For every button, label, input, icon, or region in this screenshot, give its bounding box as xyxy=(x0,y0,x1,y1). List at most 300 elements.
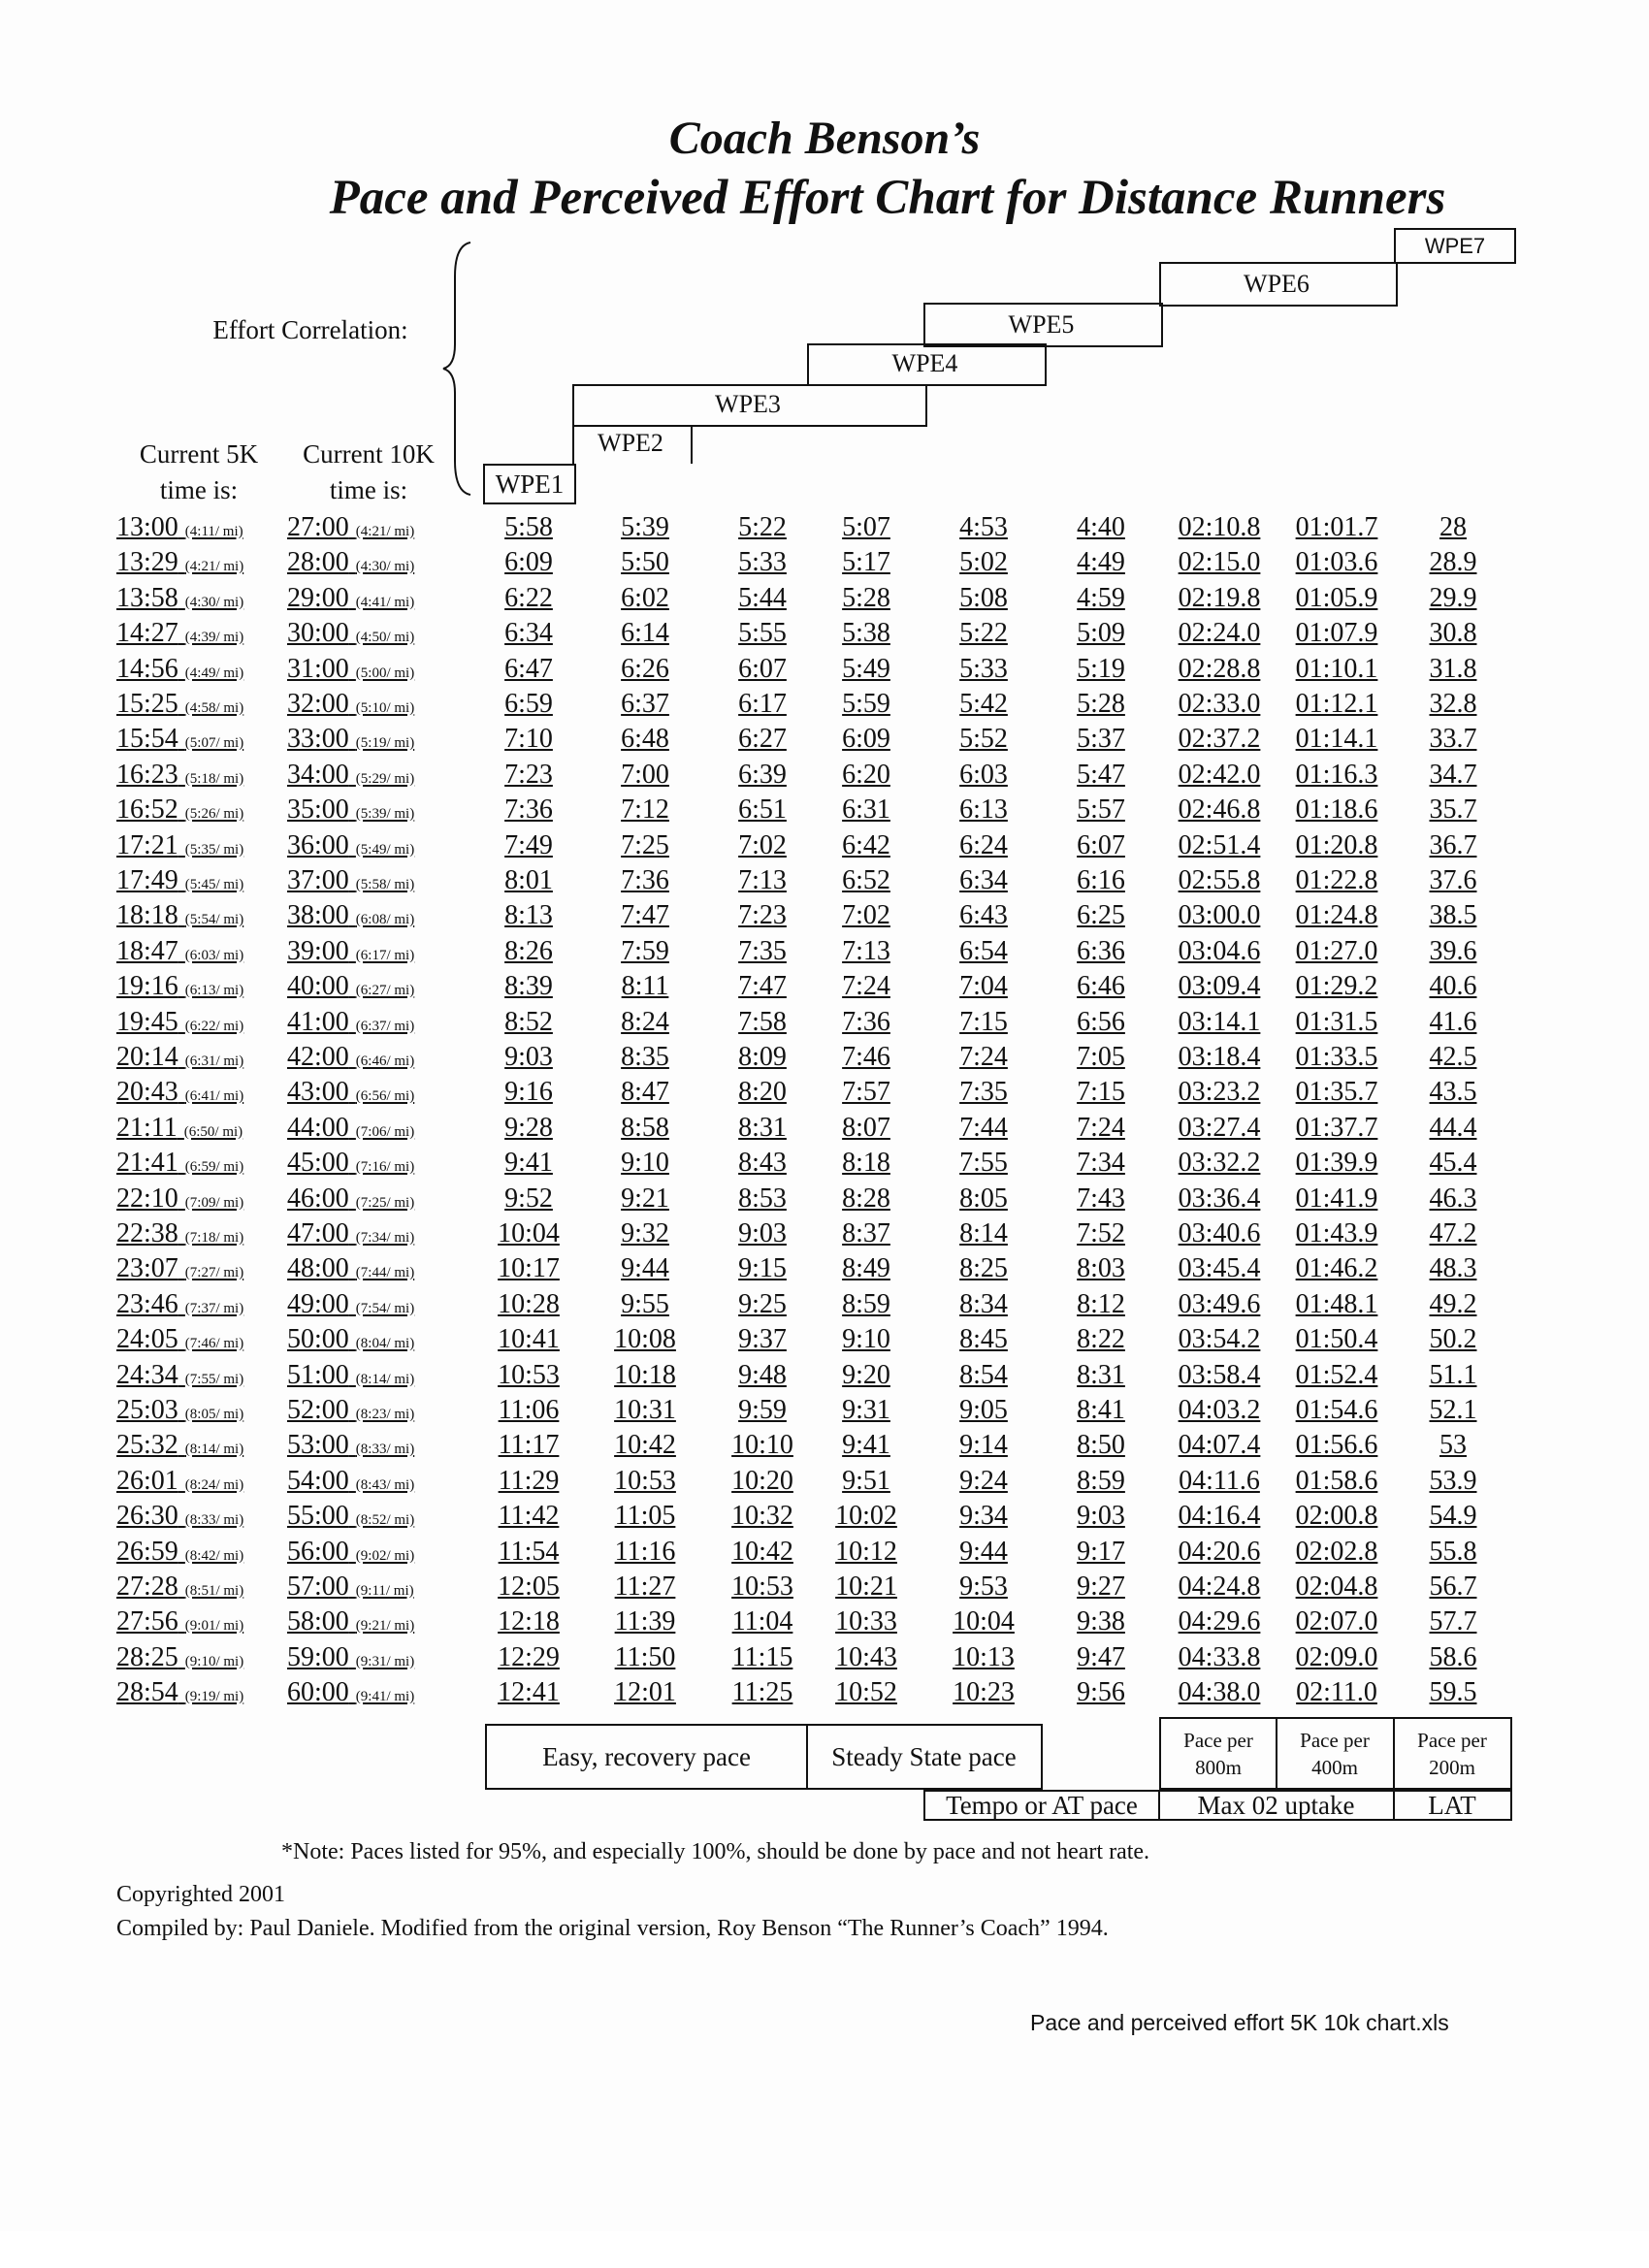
wpe1-pace-cell: 11:29 xyxy=(498,1465,560,1496)
wpe4-pace-cell: 8:28 xyxy=(842,1183,890,1214)
wpe3-pace-cell: 5:55 xyxy=(738,618,787,649)
wpe4-pace-cell: 10:12 xyxy=(835,1536,897,1567)
wpe4-pace-cell: 9:20 xyxy=(842,1359,890,1390)
pace-200m-cell: 55.8 xyxy=(1429,1536,1477,1567)
wpe4-pace-cell: 7:57 xyxy=(842,1077,890,1108)
time-5k-cell xyxy=(116,1499,243,1538)
time-5k-cell xyxy=(116,793,243,831)
wpe6-pace-cell: 4:40 xyxy=(1077,512,1125,542)
wpe1-pace-cell: 7:23 xyxy=(504,759,553,790)
legend-pace-200m-line1: Pace per xyxy=(1417,1728,1487,1752)
time-5k-value: 15:25 xyxy=(116,689,178,719)
pace-5k-per-mile: (7:27/ mi) xyxy=(184,1265,244,1281)
wpe4-pace-cell: 5:49 xyxy=(842,653,890,684)
time-10k-cell xyxy=(287,1146,414,1184)
time-10k-cell xyxy=(287,1570,414,1608)
pace-10k-per-mile: (7:54/ mi) xyxy=(355,1300,415,1316)
pace-400m-cell: 01:41.9 xyxy=(1295,1183,1378,1214)
wpe4-pace-cell: 6:31 xyxy=(842,794,890,826)
wpe5-pace-cell: 7:15 xyxy=(959,1006,1008,1037)
pace-5k-per-mile: (4:11/ mi) xyxy=(184,524,243,539)
wpe6-pace-cell: 9:27 xyxy=(1077,1571,1125,1602)
time-5k-value: 26:59 xyxy=(116,1536,178,1567)
wpe1-pace-cell: 12:05 xyxy=(498,1571,560,1602)
wpe2-pace-cell: 6:02 xyxy=(621,582,669,613)
pace-5k-per-mile: (4:39/ mi) xyxy=(184,630,244,646)
pace-400m-cell: 01:31.5 xyxy=(1295,1006,1378,1037)
time-10k-value: 49:00 xyxy=(287,1288,349,1319)
pace-10k-per-mile: (4:21/ mi) xyxy=(355,524,415,539)
pace-800m-cell: 02:10.8 xyxy=(1178,512,1261,542)
pace-800m-cell: 04:11.6 xyxy=(1179,1465,1260,1496)
time-10k-cell xyxy=(287,1111,414,1150)
wpe2-pace-cell: 6:14 xyxy=(621,618,669,649)
copyright-text: Copyrighted 2001 xyxy=(116,1882,285,1907)
pace-10k-per-mile: (6:56/ mi) xyxy=(355,1088,415,1105)
pace-10k-per-mile: (5:00/ mi) xyxy=(355,664,415,681)
wpe4-pace-cell: 7:24 xyxy=(842,971,890,1002)
time-5k-value: 19:45 xyxy=(116,1006,178,1037)
time-5k-cell xyxy=(116,1428,243,1467)
pace-5k-per-mile: (8:14/ mi) xyxy=(184,1442,244,1458)
pace-800m-cell: 04:38.0 xyxy=(1178,1677,1261,1708)
pace-400m-cell: 02:09.0 xyxy=(1295,1641,1378,1672)
wpe5-pace-cell: 6:24 xyxy=(959,829,1008,860)
wpe1-pace-cell: 7:49 xyxy=(504,829,553,860)
wpe6-pace-cell: 8:31 xyxy=(1077,1359,1125,1390)
pace-400m-cell: 01:50.4 xyxy=(1295,1324,1378,1355)
pace-10k-per-mile: (8:43/ mi) xyxy=(355,1476,415,1493)
pace-200m-cell: 51.1 xyxy=(1429,1359,1477,1390)
wpe3-pace-cell: 8:53 xyxy=(738,1183,787,1214)
wpe5-pace-cell: 7:04 xyxy=(959,971,1008,1002)
wpe4-pace-cell: 10:02 xyxy=(835,1501,897,1532)
time-5k-cell xyxy=(116,1040,243,1079)
pace-200m-cell: 33.7 xyxy=(1429,724,1477,755)
table-row xyxy=(0,722,1649,757)
pace-10k-per-mile: (5:10/ mi) xyxy=(355,700,415,716)
wpe3-pace-cell: 6:17 xyxy=(738,689,787,719)
pace-200m-cell: 28.9 xyxy=(1429,547,1477,578)
pace-200m-cell: 47.2 xyxy=(1429,1218,1477,1248)
wpe1-pace-cell: 12:41 xyxy=(498,1677,560,1708)
wpe1-pace-cell: 8:26 xyxy=(504,935,553,966)
pace-5k-per-mile: (8:33/ mi) xyxy=(184,1512,244,1529)
wpe2-pace-cell: 6:37 xyxy=(621,689,669,719)
time-5k-cell xyxy=(116,1251,243,1290)
wpe4-pace-cell: 9:51 xyxy=(842,1465,890,1496)
pace-800m-cell: 02:19.8 xyxy=(1178,582,1261,613)
time-5k-value: 14:27 xyxy=(116,618,178,649)
time-5k-cell xyxy=(116,1322,243,1361)
pace-400m-cell: 01:43.9 xyxy=(1295,1218,1378,1248)
time-10k-value: 58:00 xyxy=(287,1606,349,1637)
wpe5-pace-cell: 5:02 xyxy=(959,547,1008,578)
pace-10k-per-mile: (7:34/ mi) xyxy=(355,1230,415,1246)
wpe2-pace-cell: 7:25 xyxy=(621,829,669,860)
wpe1-pace-cell: 9:41 xyxy=(504,1148,553,1179)
wpe4-pace-cell: 10:33 xyxy=(835,1606,897,1637)
wpe1-pace-cell: 9:28 xyxy=(504,1112,553,1143)
pace-200m-cell: 59.5 xyxy=(1429,1677,1477,1708)
pace-10k-per-mile: (9:11/ mi) xyxy=(355,1583,414,1599)
pace-10k-per-mile: (6:27/ mi) xyxy=(355,983,415,999)
legend-pace-800m xyxy=(1159,1717,1277,1790)
wpe6-pace-cell: 7:52 xyxy=(1077,1218,1125,1248)
wpe5-pace-cell: 6:43 xyxy=(959,900,1008,931)
pace-200m-cell: 41.6 xyxy=(1429,1006,1477,1037)
wpe6-pace-cell: 5:37 xyxy=(1077,724,1125,755)
wpe4-pace-cell: 7:13 xyxy=(842,935,890,966)
pace-800m-cell: 02:51.4 xyxy=(1178,829,1261,860)
pace-10k-per-mile: (5:29/ mi) xyxy=(355,770,415,787)
time-10k-cell xyxy=(287,1075,414,1114)
time-10k-value: 33:00 xyxy=(287,724,349,755)
time-5k-cell xyxy=(116,616,243,655)
wpe2-label: WPE2 xyxy=(598,429,663,457)
pace-800m-cell: 04:16.4 xyxy=(1178,1501,1261,1532)
pace-10k-per-mile: (7:16/ mi) xyxy=(355,1159,415,1176)
wpe6-pace-cell: 6:56 xyxy=(1077,1006,1125,1037)
wpe5-pace-cell: 6:03 xyxy=(959,759,1008,790)
time-5k-value: 19:16 xyxy=(116,971,178,1002)
wpe4-pace-cell: 8:49 xyxy=(842,1253,890,1284)
time-10k-cell xyxy=(287,1535,414,1573)
pace-5k-per-mile: (8:24/ mi) xyxy=(184,1476,244,1493)
table-row xyxy=(0,1251,1649,1286)
wpe2-pace-cell: 11:27 xyxy=(614,1571,676,1602)
wpe2-pace-cell: 10:18 xyxy=(614,1359,676,1390)
wpe1-pace-cell: 11:06 xyxy=(498,1395,560,1425)
pace-400m-cell: 01:33.5 xyxy=(1295,1042,1378,1072)
time-5k-value: 24:34 xyxy=(116,1359,178,1390)
wpe1-box: WPE1 xyxy=(483,464,576,504)
pace-200m-cell: 38.5 xyxy=(1429,900,1477,931)
wpe5-pace-cell: 10:13 xyxy=(953,1641,1015,1672)
wpe6-pace-cell: 5:09 xyxy=(1077,618,1125,649)
time-5k-value: 28:25 xyxy=(116,1641,178,1672)
table-row xyxy=(0,1146,1649,1181)
pace-10k-per-mile: (8:04/ mi) xyxy=(355,1336,415,1352)
time-5k-cell xyxy=(116,1075,243,1114)
pace-10k-per-mile: (8:52/ mi) xyxy=(355,1512,415,1529)
wpe5-pace-cell: 8:45 xyxy=(959,1324,1008,1355)
legend-pace-800m-line2: 800m xyxy=(1195,1755,1242,1779)
time-5k-cell xyxy=(116,1393,243,1432)
pace-800m-cell: 03:54.2 xyxy=(1178,1324,1261,1355)
pace-5k-per-mile: (7:09/ mi) xyxy=(184,1194,244,1211)
wpe5-pace-cell: 8:34 xyxy=(959,1288,1008,1319)
wpe2-pace-cell: 10:53 xyxy=(614,1465,676,1496)
pace-400m-cell: 01:58.6 xyxy=(1295,1465,1378,1496)
pace-5k-per-mile: (5:07/ mi) xyxy=(184,735,244,752)
wpe1-pace-cell: 11:17 xyxy=(498,1430,560,1461)
time-5k-cell xyxy=(116,1146,243,1184)
time-5k-value: 14:56 xyxy=(116,653,178,684)
time-10k-value: 40:00 xyxy=(287,971,349,1002)
table-row xyxy=(0,1570,1649,1604)
wpe5-pace-cell: 8:14 xyxy=(959,1218,1008,1248)
pace-400m-cell: 01:54.6 xyxy=(1295,1395,1378,1425)
pace-10k-per-mile: (5:39/ mi) xyxy=(355,806,415,823)
time-10k-value: 39:00 xyxy=(287,935,349,966)
wpe1-pace-cell: 6:59 xyxy=(504,689,553,719)
time-5k-cell xyxy=(116,1005,243,1044)
wpe3-pace-cell: 5:33 xyxy=(738,547,787,578)
wpe4-pace-cell: 5:38 xyxy=(842,618,890,649)
wpe2-pace-cell: 11:16 xyxy=(614,1536,676,1567)
time-10k-value: 54:00 xyxy=(287,1465,349,1496)
time-5k-value: 26:30 xyxy=(116,1501,178,1532)
pace-10k-per-mile: (8:14/ mi) xyxy=(355,1371,415,1387)
wpe5-pace-cell: 7:24 xyxy=(959,1042,1008,1072)
time-5k-value: 20:43 xyxy=(116,1077,178,1108)
wpe5-pace-cell: 5:52 xyxy=(959,724,1008,755)
wpe6-pace-cell: 5:57 xyxy=(1077,794,1125,826)
wpe4-pace-cell: 6:52 xyxy=(842,865,890,895)
pace-5k-per-mile: (6:22/ mi) xyxy=(184,1018,244,1034)
wpe5-pace-cell: 8:25 xyxy=(959,1253,1008,1284)
wpe6-pace-cell: 5:28 xyxy=(1077,689,1125,719)
wpe1-pace-cell: 6:34 xyxy=(504,618,553,649)
time-10k-cell xyxy=(287,510,414,549)
wpe2-pace-cell: 8:24 xyxy=(621,1006,669,1037)
wpe3-pace-cell: 6:27 xyxy=(738,724,787,755)
wpe6-pace-cell: 7:34 xyxy=(1077,1148,1125,1179)
pace-200m-cell: 54.9 xyxy=(1429,1501,1477,1532)
wpe3-pace-cell: 11:15 xyxy=(731,1641,793,1672)
wpe3-pace-cell: 9:25 xyxy=(738,1288,787,1319)
wpe3-pace-cell: 5:44 xyxy=(738,582,787,613)
table-row xyxy=(0,1287,1649,1322)
table-row xyxy=(0,652,1649,687)
wpe2-pace-cell: 11:50 xyxy=(614,1641,676,1672)
time-10k-cell xyxy=(287,1428,414,1467)
wpe3-pace-cell: 6:39 xyxy=(738,759,787,790)
time-5k-value: 16:52 xyxy=(116,794,178,826)
wpe7-box: WPE7 xyxy=(1394,228,1516,264)
wpe3-pace-cell: 6:51 xyxy=(738,794,787,826)
wpe2-pace-cell: 10:42 xyxy=(614,1430,676,1461)
time-10k-value: 27:00 xyxy=(287,512,349,542)
time-10k-cell xyxy=(287,1393,414,1432)
pace-10k-per-mile: (9:31/ mi) xyxy=(355,1653,415,1669)
wpe3-pace-cell: 10:53 xyxy=(731,1571,793,1602)
time-5k-value: 23:07 xyxy=(116,1253,178,1284)
time-5k-value: 25:03 xyxy=(116,1395,178,1425)
wpe3-pace-cell: 9:37 xyxy=(738,1324,787,1355)
pace-400m-cell: 01:22.8 xyxy=(1295,865,1378,895)
time-10k-cell xyxy=(287,1040,414,1079)
time-10k-value: 41:00 xyxy=(287,1006,349,1037)
time-5k-value: 23:46 xyxy=(116,1288,178,1319)
wpe3-pace-cell: 11:25 xyxy=(731,1677,793,1708)
time-5k-value: 16:23 xyxy=(116,759,178,790)
current-5k-line2: time is: xyxy=(159,475,239,504)
wpe5-pace-cell: 7:35 xyxy=(959,1077,1008,1108)
time-5k-value: 22:10 xyxy=(116,1183,178,1214)
wpe4-pace-cell: 8:59 xyxy=(842,1288,890,1319)
time-10k-cell xyxy=(287,687,414,726)
wpe4-pace-cell: 6:09 xyxy=(842,724,890,755)
wpe1-pace-cell: 9:16 xyxy=(504,1077,553,1108)
time-10k-cell xyxy=(287,1358,414,1397)
time-5k-cell xyxy=(116,758,243,796)
pace-5k-per-mile: (8:51/ mi) xyxy=(184,1583,244,1599)
time-10k-cell xyxy=(287,652,414,691)
pace-400m-cell: 01:12.1 xyxy=(1295,689,1378,719)
wpe4-pace-cell: 6:42 xyxy=(842,829,890,860)
time-10k-cell xyxy=(287,1675,414,1714)
pace-800m-cell: 02:15.0 xyxy=(1178,547,1261,578)
pace-800m-cell: 02:55.8 xyxy=(1178,865,1261,895)
legend-pace-400m-line1: Pace per xyxy=(1300,1728,1370,1752)
wpe1-pace-cell: 7:10 xyxy=(504,724,553,755)
pace-200m-cell: 57.7 xyxy=(1429,1606,1477,1637)
wpe5-pace-cell: 7:44 xyxy=(959,1112,1008,1143)
wpe3-pace-cell: 7:02 xyxy=(738,829,787,860)
pace-note: *Note: Paces listed for 95%, and especially 100%, should be done by pace and not heart rate. xyxy=(281,1839,1150,1864)
pace-400m-cell: 01:52.4 xyxy=(1295,1359,1378,1390)
time-5k-value: 27:56 xyxy=(116,1606,178,1637)
wpe5-pace-cell: 7:55 xyxy=(959,1148,1008,1179)
wpe5-pace-cell: 5:22 xyxy=(959,618,1008,649)
time-5k-cell xyxy=(116,1216,243,1255)
pace-800m-cell: 02:46.8 xyxy=(1178,794,1261,826)
pace-5k-per-mile: (7:55/ mi) xyxy=(184,1371,244,1387)
compiled-by-text: Compiled by: Paul Daniele. Modified from the original version, Roy Benson “The Runner’s Coach” 1994. xyxy=(116,1916,1109,1941)
time-10k-value: 28:00 xyxy=(287,547,349,578)
wpe5-pace-cell: 9:14 xyxy=(959,1430,1008,1461)
time-10k-value: 43:00 xyxy=(287,1077,349,1108)
wpe6-pace-cell: 6:07 xyxy=(1077,829,1125,860)
pace-5k-per-mile: (9:19/ mi) xyxy=(184,1689,244,1705)
wpe5-pace-cell: 9:24 xyxy=(959,1465,1008,1496)
pace-800m-cell: 04:20.6 xyxy=(1178,1536,1261,1567)
current-10k-line2: time is: xyxy=(329,475,408,504)
time-5k-cell xyxy=(116,1358,243,1397)
pace-5k-per-mile: (5:35/ mi) xyxy=(184,841,244,858)
pace-10k-per-mile: (4:30/ mi) xyxy=(355,559,415,575)
time-10k-value: 47:00 xyxy=(287,1218,349,1248)
time-5k-value: 20:14 xyxy=(116,1042,178,1072)
wpe2-pace-cell: 10:31 xyxy=(614,1395,676,1425)
time-10k-cell xyxy=(287,1216,414,1255)
pace-5k-per-mile: (5:54/ mi) xyxy=(184,912,244,928)
wpe6-pace-cell: 9:38 xyxy=(1077,1606,1125,1637)
time-5k-value: 25:32 xyxy=(116,1430,178,1461)
pace-800m-cell: 03:58.4 xyxy=(1178,1359,1261,1390)
pace-800m-cell: 02:37.2 xyxy=(1178,724,1261,755)
time-10k-cell xyxy=(287,1322,414,1361)
time-5k-value: 18:47 xyxy=(116,935,178,966)
wpe2-pace-cell: 8:58 xyxy=(621,1112,669,1143)
pace-5k-per-mile: (4:30/ mi) xyxy=(184,594,244,610)
wpe4-pace-cell: 10:52 xyxy=(835,1677,897,1708)
table-row xyxy=(0,898,1649,933)
time-5k-value: 21:11 xyxy=(116,1112,178,1143)
wpe5-pace-cell: 9:53 xyxy=(959,1571,1008,1602)
pace-200m-cell: 31.8 xyxy=(1429,653,1477,684)
pace-400m-cell: 01:16.3 xyxy=(1295,759,1378,790)
pace-800m-cell: 03:40.6 xyxy=(1178,1218,1261,1248)
wpe3-pace-cell: 7:47 xyxy=(738,971,787,1002)
legend-pace-400m xyxy=(1277,1717,1395,1790)
wpe6-pace-cell: 8:41 xyxy=(1077,1395,1125,1425)
wpe4-pace-cell: 9:41 xyxy=(842,1430,890,1461)
wpe3-pace-cell: 7:13 xyxy=(738,865,787,895)
wpe3-pace-cell: 10:42 xyxy=(731,1536,793,1567)
wpe6-pace-cell: 6:25 xyxy=(1077,900,1125,931)
pace-800m-cell: 02:24.0 xyxy=(1178,618,1261,649)
time-10k-cell xyxy=(287,758,414,796)
wpe1-pace-cell: 9:03 xyxy=(504,1042,553,1072)
time-10k-cell xyxy=(287,616,414,655)
pace-10k-per-mile: (5:49/ mi) xyxy=(355,841,415,858)
pace-5k-per-mile: (6:59/ mi) xyxy=(184,1159,244,1176)
pace-800m-cell: 03:32.2 xyxy=(1178,1148,1261,1179)
wpe6-pace-cell: 4:49 xyxy=(1077,547,1125,578)
wpe4-pace-cell: 5:59 xyxy=(842,689,890,719)
time-10k-cell xyxy=(287,1499,414,1538)
wpe2-pace-cell: 8:11 xyxy=(621,971,669,1002)
table-row xyxy=(0,1604,1649,1639)
wpe1-pace-cell: 9:52 xyxy=(504,1183,553,1214)
pace-800m-cell: 03:36.4 xyxy=(1178,1183,1261,1214)
pace-400m-cell: 02:11.0 xyxy=(1296,1677,1377,1708)
table-row xyxy=(0,1216,1649,1251)
wpe2-pace-cell: 7:36 xyxy=(621,865,669,895)
pace-200m-cell: 34.7 xyxy=(1429,759,1477,790)
time-5k-value: 17:49 xyxy=(116,865,178,895)
time-10k-cell xyxy=(287,1287,414,1326)
legend-tempo-at: Tempo or AT pace xyxy=(923,1790,1160,1821)
wpe6-pace-cell: 4:59 xyxy=(1077,582,1125,613)
wpe2-pace-cell: 8:35 xyxy=(621,1042,669,1072)
table-row xyxy=(0,828,1649,863)
pace-400m-cell: 01:35.7 xyxy=(1295,1077,1378,1108)
wpe1-pace-cell: 7:36 xyxy=(504,794,553,826)
pace-400m-cell: 01:39.9 xyxy=(1295,1148,1378,1179)
time-5k-value: 17:21 xyxy=(116,829,178,860)
wpe1-pace-cell: 8:01 xyxy=(504,865,553,895)
pace-5k-per-mile: (6:41/ mi) xyxy=(184,1088,244,1105)
wpe6-pace-cell: 5:19 xyxy=(1077,653,1125,684)
pace-800m-cell: 02:42.0 xyxy=(1178,759,1261,790)
time-5k-value: 13:29 xyxy=(116,547,178,578)
legend-steady-state: Steady State pace xyxy=(807,1724,1043,1790)
wpe2-pace-cell: 12:01 xyxy=(614,1677,676,1708)
pace-200m-cell: 44.4 xyxy=(1429,1112,1477,1143)
pace-200m-cell: 53 xyxy=(1439,1430,1467,1461)
pace-800m-cell: 03:45.4 xyxy=(1178,1253,1261,1284)
time-5k-cell xyxy=(116,969,243,1008)
pace-10k-per-mile: (6:17/ mi) xyxy=(355,947,415,963)
wpe2-pace-cell: 7:00 xyxy=(621,759,669,790)
wpe2-pace-cell: 8:47 xyxy=(621,1077,669,1108)
pace-400m-cell: 01:03.6 xyxy=(1295,547,1378,578)
time-10k-value: 32:00 xyxy=(287,689,349,719)
pace-10k-per-mile: (9:02/ mi) xyxy=(355,1547,415,1564)
time-10k-cell xyxy=(287,898,414,937)
time-10k-cell xyxy=(287,1182,414,1220)
wpe2-pace-cell: 11:39 xyxy=(614,1606,676,1637)
wpe4-pace-cell: 6:20 xyxy=(842,759,890,790)
pace-10k-per-mile: (9:41/ mi) xyxy=(355,1689,415,1705)
pace-400m-cell: 01:24.8 xyxy=(1295,900,1378,931)
wpe5-pace-cell: 5:08 xyxy=(959,582,1008,613)
time-5k-cell xyxy=(116,687,243,726)
